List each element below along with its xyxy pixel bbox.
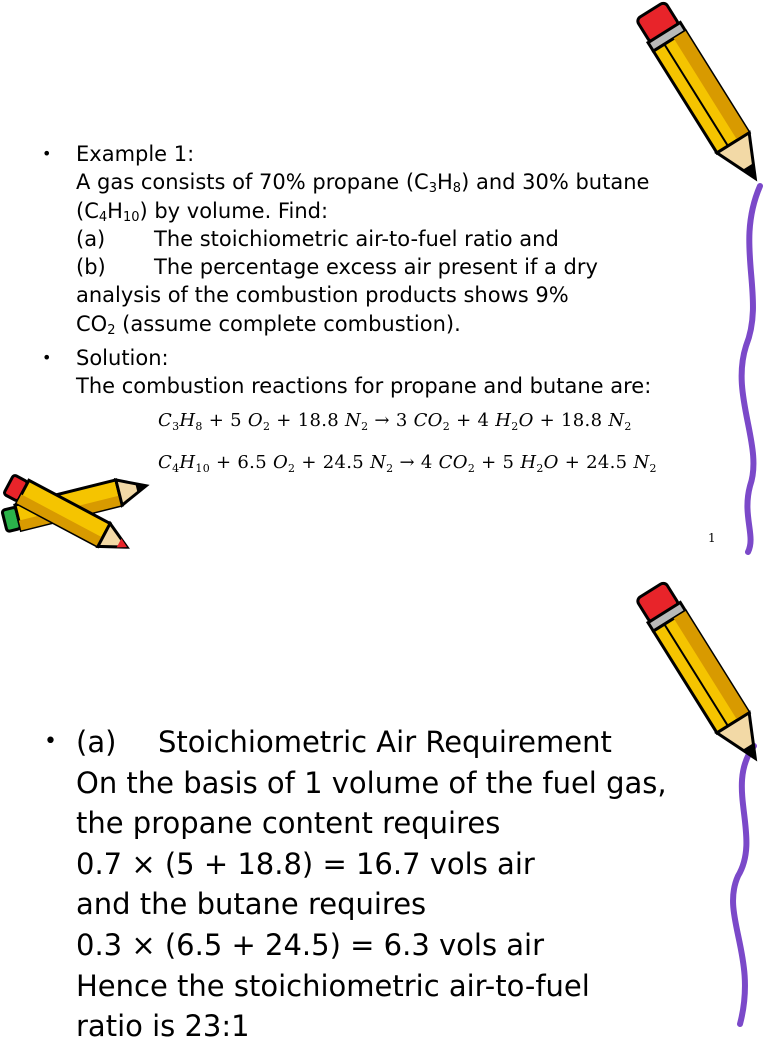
part-a-line: 0.3 × (6.5 + 24.5) = 6.3 vols air <box>76 927 545 962</box>
part-a-line: ratio is 23:1 <box>76 1009 250 1044</box>
page-number: 1 <box>708 531 716 545</box>
butane-combustion-equation: $C_4H_{10} + 6.5$ $O_2 + 24.5$ $N_2 \to 4$ $CO_2 + 5$ $H_2O + 24.5$ $N_2$ <box>158 452 657 475</box>
problem-part-a: (a) The stoichiometric air-to-fuel ratio and <box>76 226 559 251</box>
problem-line-5: analysis of the combustion products shows 9% <box>76 283 569 308</box>
problem-line-6: $CO_2$ (assume complete combustion). <box>76 311 461 338</box>
bullet-icon: • <box>42 348 52 368</box>
part-a-line: 0.7 × (5 + 18.8) = 16.7 vols air <box>76 846 535 881</box>
bullet-icon: • <box>44 729 57 754</box>
crossed-pencils-icon <box>0 462 156 558</box>
problem-part-b: (b) The percentage excess air present if a dry <box>76 255 598 280</box>
example-text-block <box>42 140 728 401</box>
part-a-line: On the basis of 1 volume of the fuel gas, <box>76 765 667 800</box>
bullet-icon: • <box>42 144 52 163</box>
example-label: Example 1: <box>76 142 195 166</box>
solution-label: Solution: <box>76 346 169 371</box>
part-a-line: and the butane requires <box>76 887 427 922</box>
slide-2 <box>0 560 768 1044</box>
part-a-heading: (a) Stoichiometric Air Requirement <box>76 725 612 759</box>
problem-line-1: A gas consists of 70% propane $(C_3H_8)$ and 30% butane <box>76 170 650 197</box>
purple-edge-border <box>726 186 768 552</box>
solution-text: The combustion reactions for propane and butane are: <box>76 374 652 399</box>
part-a-line: Hence the stoichiometric air-to-fuel <box>76 968 590 1003</box>
problem-line-2: $(C_4H_{10})$ by volume. Find: <box>76 198 329 225</box>
part-a-line: the propane content requires <box>76 806 501 841</box>
solution-part-a-block <box>44 722 748 1047</box>
propane-combustion-equation: $C_3H_8 + 5$ $O_2 + 18.8$ $N_2 \to 3$ $CO_2 + 4$ $H_2O + 18.8$ $N_2$ <box>158 410 632 433</box>
